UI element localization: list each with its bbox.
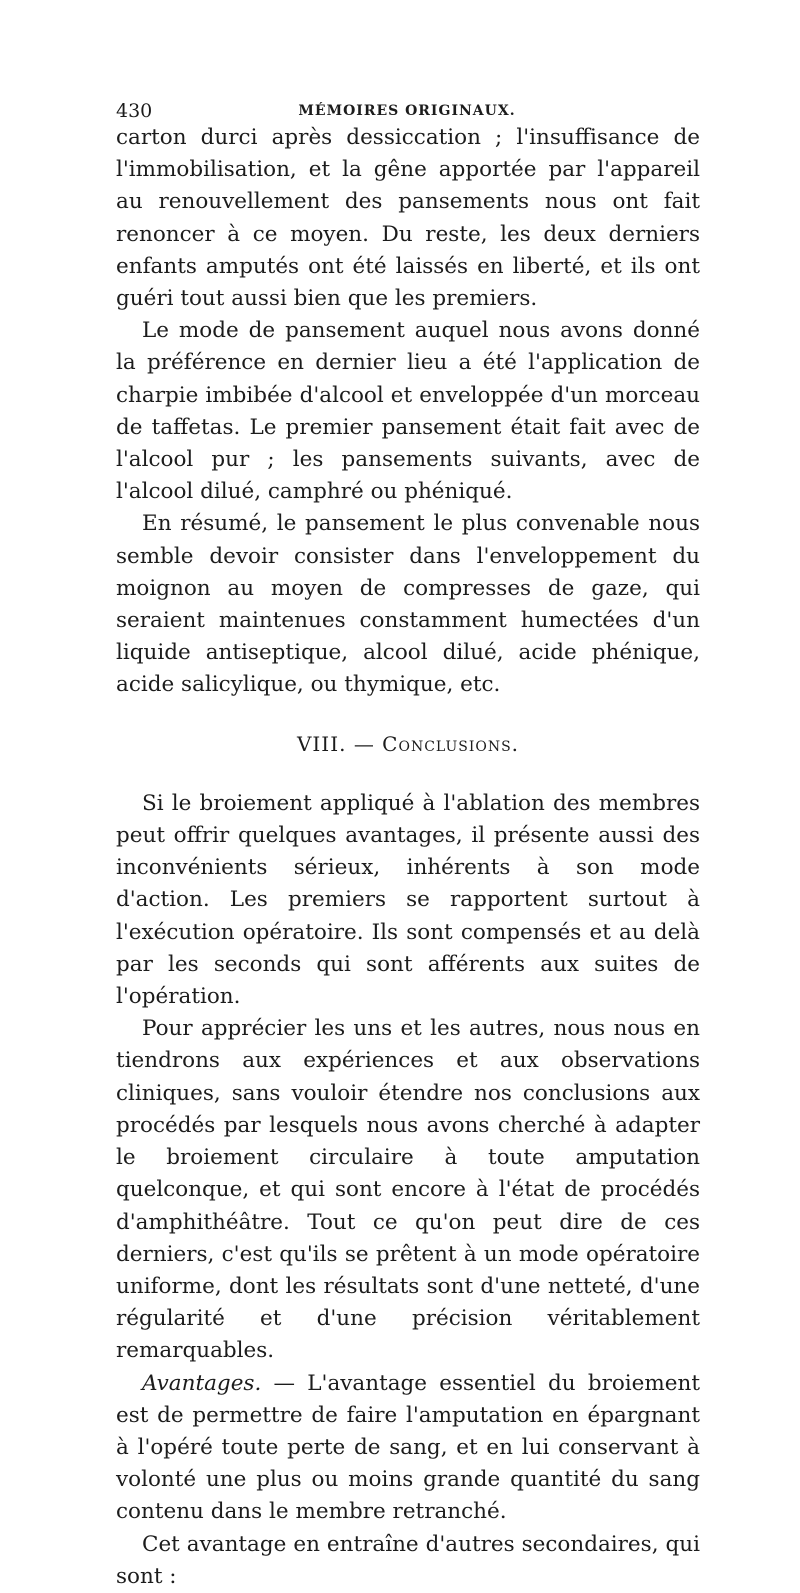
section-heading	[116, 728, 700, 760]
advantages-text: — L'avantage essentiel du broiement est de permettre de faire l'amputation en épargnant à l'opéré toute perte de sang, et en lui conservant à volonté une plus ou moins grande quantité du sang contenu dans le membre retranché.	[116, 1370, 700, 1525]
running-head: MÉMOIRES ORIGINAUX.	[298, 103, 516, 119]
paragraph-final-line: Cet avantage en entraîne d'autres secondaires, qui sont :	[116, 1531, 700, 1589]
page-number: 430	[116, 100, 153, 122]
section-title: Conclusions.	[382, 731, 520, 756]
paragraph-conclusion-2: Pour apprécier les uns et les autres, nous nous en tiendrons aux expériences et aux observations cliniques, sans vouloir étendre nos conclusions aux procédés par lesquels nous avons cherché à adapter le broiement circulaire à toute amputation quelconque, et qui sont encore à l'état de procédés d'amphithéâtre. Tout ce qu'on peut dire de ces derniers, c'est qu'ils se prêtent à un mode opératoire uniforme, dont les résultats sont d'une netteté, d'une régularité et d'une précision véritablement remarquables.	[116, 1016, 700, 1364]
body-text	[116, 122, 700, 1593]
advantages-label: Avantages.	[142, 1370, 262, 1396]
paragraph-dressing-mode: Le mode de pansement auquel nous avons donné la préférence en dernier lieu a été l'application de charpie imbibée d'alcool et enveloppée d'un morceau de taffetas. Le premier pansement était fait avec de l'alcool pur ; les pansements suivants, avec de l'alcool dilué, camphré ou phéniqué.	[116, 318, 700, 505]
paragraph-continuation: carton durci après dessiccation ; l'insuffisance de l'immobilisation, et la gêne apportée par l'appareil au renouvellement des pansements nous ont fait renoncer à ce moyen. Du reste, les deux derniers enfants amputés ont été laissés en liberté, et ils ont guéri tout aussi bien que les premiers.	[116, 125, 700, 312]
paragraph-summary: En résumé, le pansement le plus convenable nous semble devoir consister dans l'enveloppement du moignon au moyen de compresses de gaze, qui seraient maintenues constamment humectées d'un liquide antiseptique, alcool dilué, acide phénique, acide salicylique, ou thymique, etc.	[116, 511, 700, 698]
paragraph-advantages	[116, 1368, 700, 1529]
paragraph-conclusion-1: Si le broiement appliqué à l'ablation des membres peut offrir quelques avantages, il présente aussi des inconvénients sérieux, inhérents à son mode d'action. Les premiers se rapportent surtout à l'exécution opératoire. Ils sont compensés et au delà par les seconds qui sont afférents aux suites de l'opération.	[116, 790, 700, 1010]
section-number: VIII. —	[296, 731, 375, 756]
